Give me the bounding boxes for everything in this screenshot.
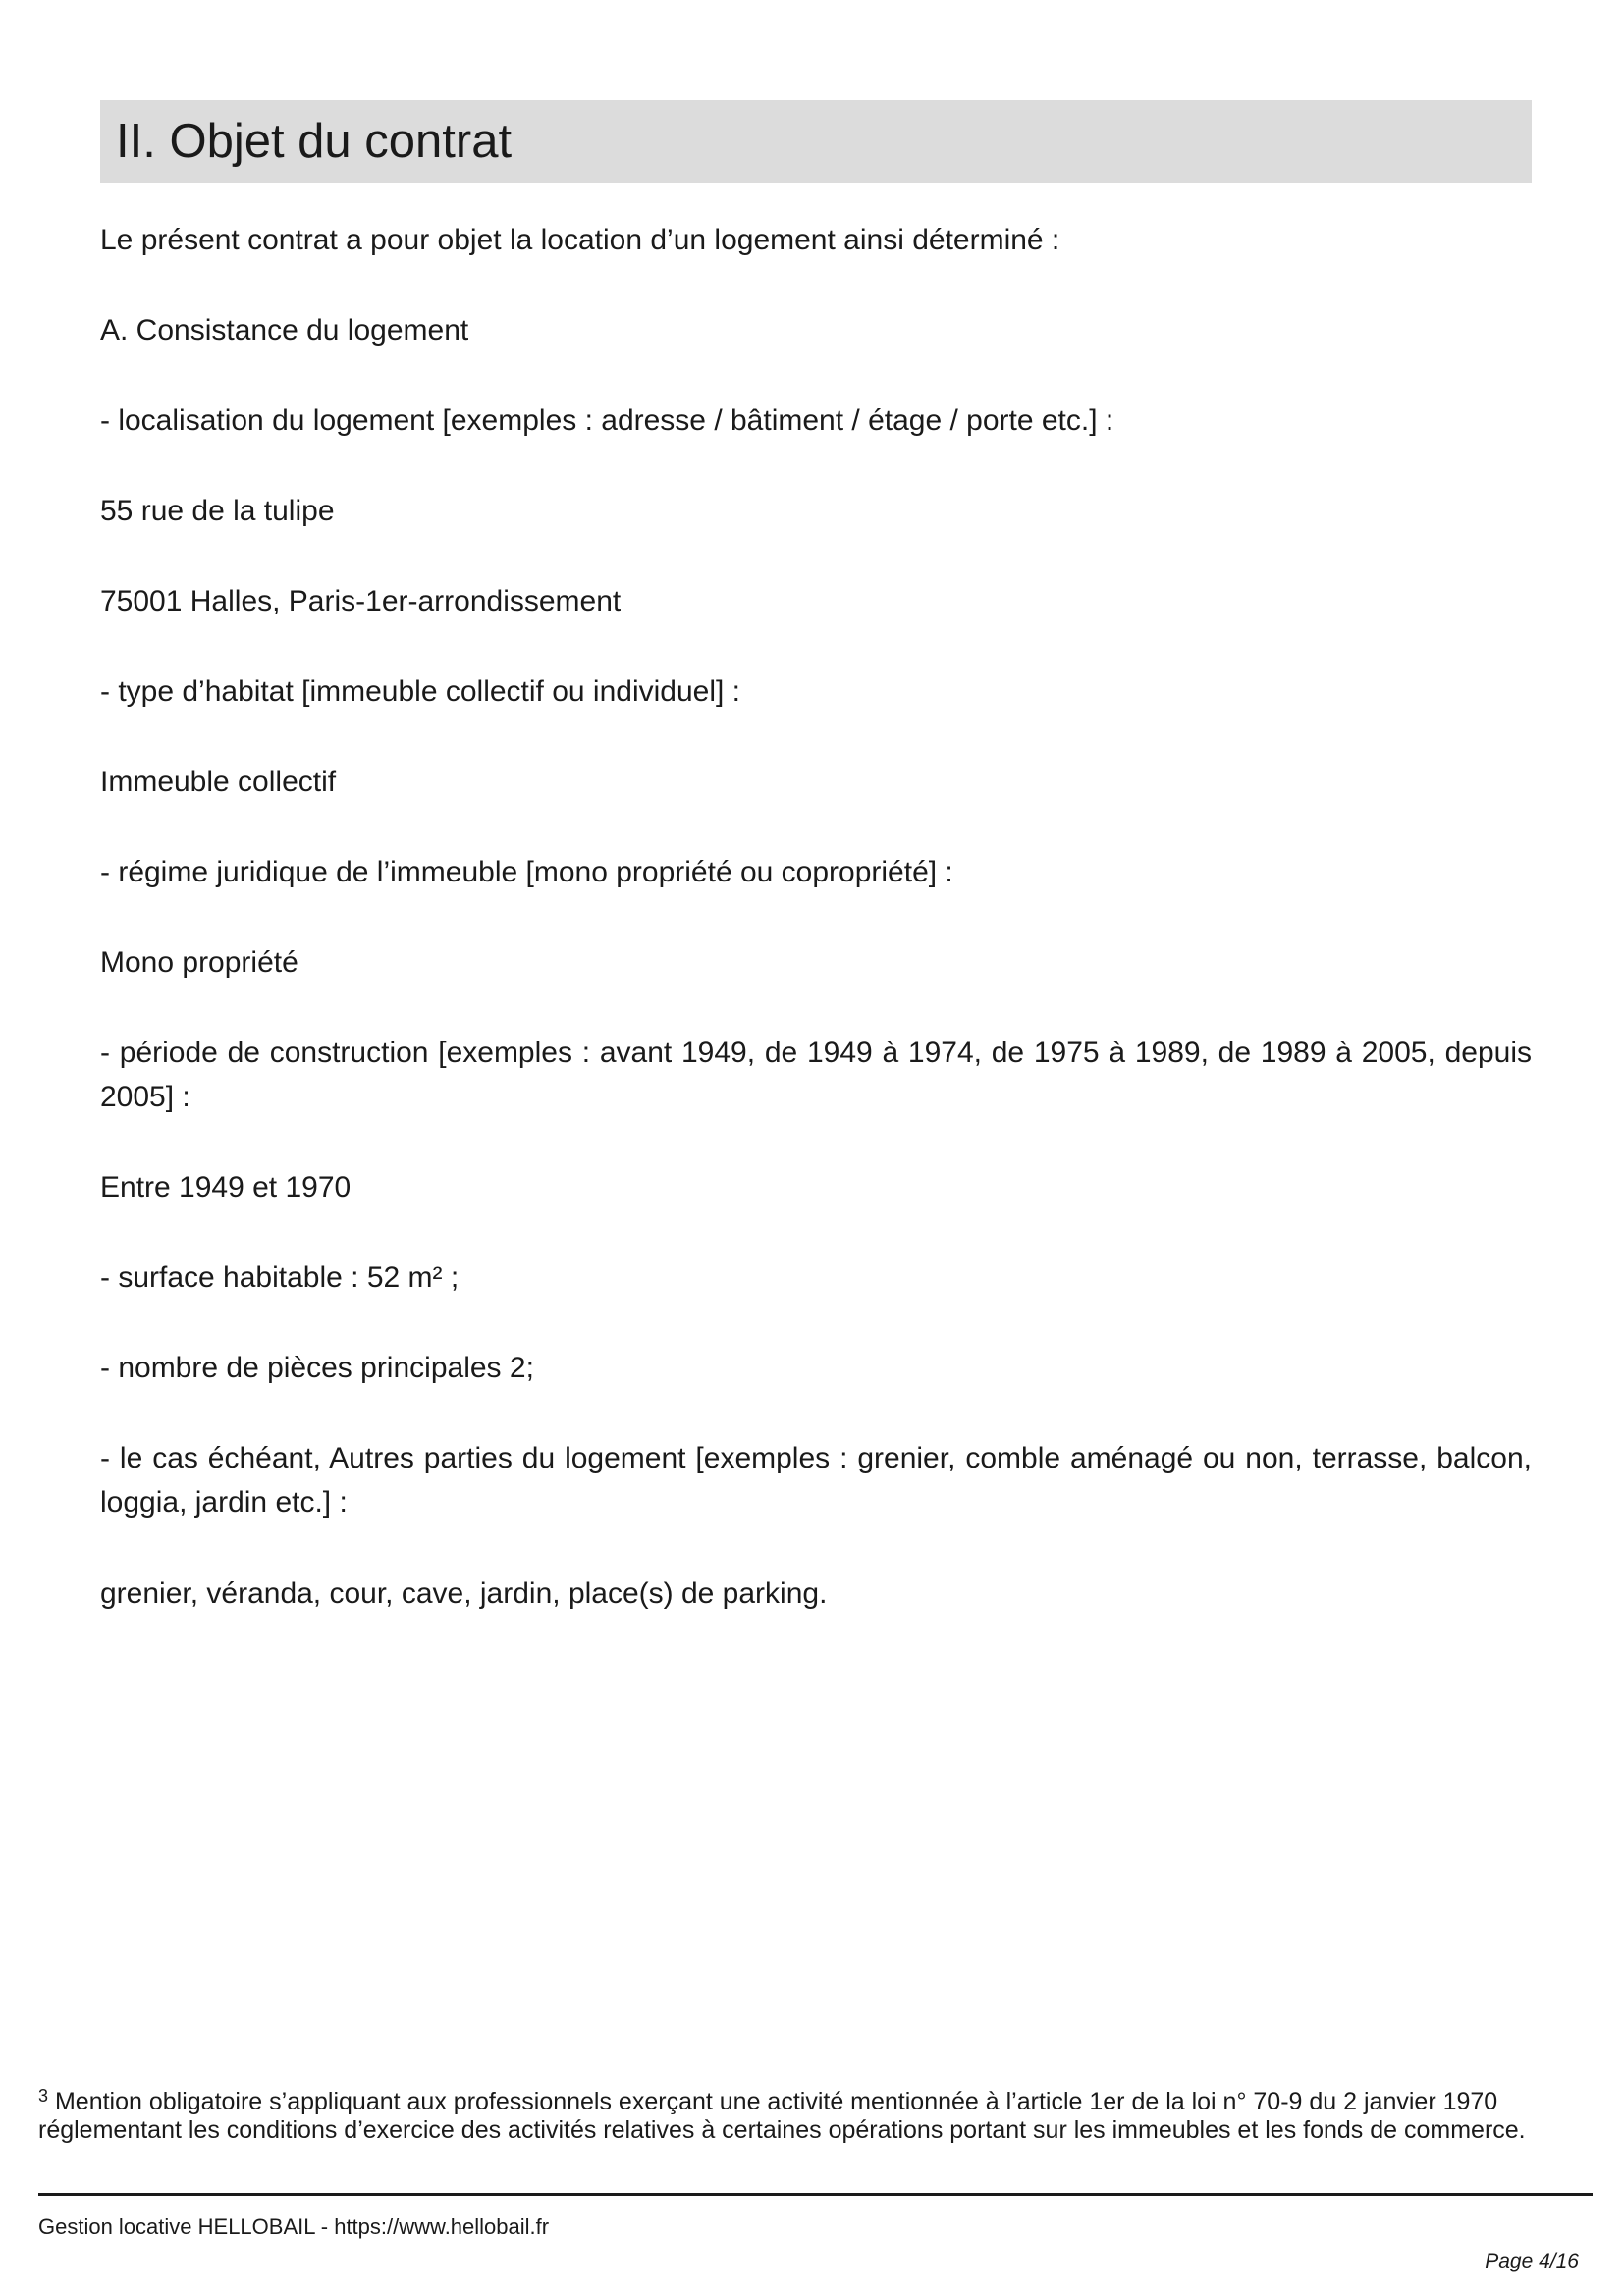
- footer-source: Gestion locative HELLOBAIL - https://www.hellobail.fr: [38, 2215, 550, 2239]
- subsection-a-heading: A. Consistance du logement: [100, 314, 469, 347]
- address-line-2: 75001 Halles, Paris-1er-arrondissement: [100, 585, 622, 617]
- habitat-type-value: Immeuble collectif: [100, 766, 337, 798]
- intro-text: Le présent contrat a pour objet la location d’un logement ainsi déterminé :: [100, 224, 1060, 256]
- section-title: II. Objet du contrat: [116, 115, 513, 168]
- construction-period-label: - période de construction [exemples : avant 1949, de 1949 à 1974, de 1975 à 1989, de 1989 à 2005, depuis 2005] :: [100, 1037, 1532, 1113]
- construction-period-value: Entre 1949 et 1970: [100, 1171, 352, 1203]
- other-parts-label: - le cas échéant, Autres parties du logement [exemples : grenier, comble aménagé ou non, terrasse, balcon, loggia, jardin etc.] :: [100, 1442, 1532, 1519]
- legal-regime-value: Mono propriété: [100, 946, 298, 979]
- page-number: Page 4/16: [1485, 2250, 1579, 2272]
- footnote-marker: 3: [38, 2086, 49, 2106]
- footnote: [38, 2088, 1572, 2145]
- address-line-1: 55 rue de la tulipe: [100, 495, 335, 527]
- legal-regime-label: - régime juridique de l’immeuble [mono propriété ou copropriété] :: [100, 856, 953, 888]
- localisation-label: - localisation du logement [exemples : adresse / bâtiment / étage / porte etc.] :: [100, 404, 1114, 437]
- habitat-type-label: - type d’habitat [immeuble collectif ou individuel] :: [100, 675, 741, 708]
- living-area-line: - surface habitable : 52 m² ;: [100, 1261, 460, 1294]
- footer-divider: [38, 2193, 1593, 2196]
- section-header: [100, 100, 1532, 183]
- footnote-text: Mention obligatoire s’appliquant aux professionnels exerçant une activité mentionnée à l’article 1er de la loi n° 70-9 du 2 janvier 1970 réglementant les conditions d’exercice des activités relatives à certaines opérations portant sur les immeubles et les fonds de commerce.: [38, 2088, 1526, 2144]
- other-parts-value: grenier, véranda, cour, cave, jardin, place(s) de parking.: [100, 1577, 828, 1610]
- main-rooms-line: - nombre de pièces principales 2;: [100, 1352, 534, 1384]
